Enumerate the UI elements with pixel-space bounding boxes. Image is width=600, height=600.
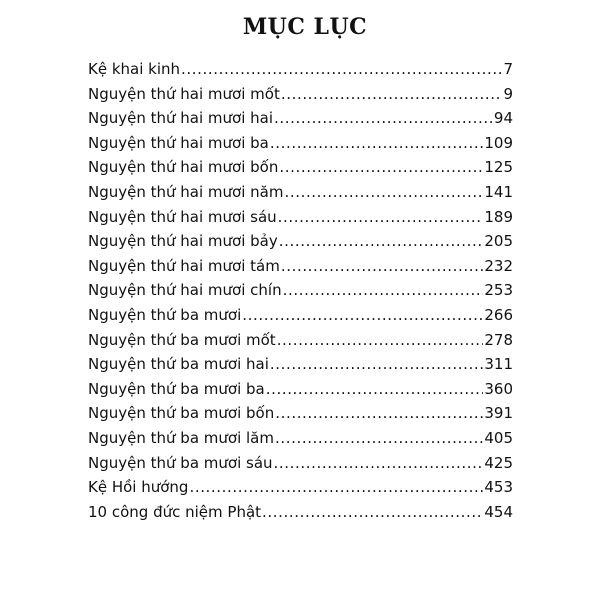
toc-entry-page-number: 425 — [484, 453, 513, 472]
toc-entry — [88, 475, 513, 500]
toc-entry-page-number: 266 — [484, 305, 513, 324]
toc-entry-label: Nguyện thứ hai mươi hai — [88, 109, 274, 128]
toc-entry-page-number: 109 — [484, 133, 513, 152]
toc-entry — [88, 57, 513, 82]
page-title: MỤC LỤC — [242, 14, 368, 40]
dot-leader — [278, 205, 484, 230]
toc-entry-label: Nguyện thứ hai mươi bốn — [88, 158, 279, 177]
dot-leader — [279, 229, 484, 254]
toc-entry-page-number: 9 — [503, 84, 513, 103]
dot-leader — [281, 82, 503, 107]
toc-entry-label: Nguyện thứ hai mươi mốt — [88, 84, 280, 103]
dot-leader — [275, 401, 483, 426]
toc-entry — [88, 155, 513, 180]
toc-entry-label: Nguyện thứ ba mươi lăm — [88, 428, 274, 447]
toc-entry — [88, 180, 513, 205]
dot-leader — [275, 426, 483, 451]
dot-leader — [262, 500, 483, 525]
toc-entry — [88, 451, 513, 476]
toc-entry — [88, 352, 513, 377]
toc-entry-page-number: 453 — [484, 478, 513, 497]
toc-entry-label: Nguyện thứ ba mươi sáu — [88, 453, 273, 472]
dot-leader — [189, 475, 483, 500]
toc-entry — [88, 377, 513, 402]
dot-leader — [277, 328, 484, 353]
dot-leader — [242, 303, 483, 328]
toc-entry-page-number: 94 — [493, 109, 513, 128]
toc-entry — [88, 500, 513, 525]
toc-entry — [88, 82, 513, 107]
toc-entry — [88, 426, 513, 451]
toc-entry-label: Kệ Hồi hướng — [88, 478, 189, 497]
toc-entry — [88, 229, 513, 254]
dot-leader — [279, 155, 483, 180]
toc-entry — [88, 106, 513, 131]
dot-leader — [281, 254, 484, 279]
dot-leader — [181, 57, 502, 82]
dot-leader — [274, 106, 493, 131]
toc-entry-page-number: 205 — [484, 232, 513, 251]
toc-entry-label: Nguyện thứ hai mươi ba — [88, 133, 269, 152]
toc-entry-page-number: 253 — [484, 281, 513, 300]
toc-entry-page-number: 232 — [484, 256, 513, 275]
toc-entry-page-number: 391 — [484, 404, 513, 423]
dot-leader — [270, 131, 483, 156]
toc-entry — [88, 131, 513, 156]
toc-entry-label: 10 công đức niệm Phật — [88, 502, 262, 521]
toc-entry — [88, 254, 513, 279]
toc-entry — [88, 303, 513, 328]
toc-entry — [88, 278, 513, 303]
toc-entry-page-number: 405 — [484, 428, 513, 447]
toc-entry-page-number: 311 — [484, 355, 513, 374]
toc-entry-page-number: 278 — [484, 330, 513, 349]
toc-entry-label: Nguyện thứ hai mươi năm — [88, 182, 284, 201]
toc-entry-label: Nguyện thứ hai mươi tám — [88, 256, 280, 275]
table-of-contents — [88, 57, 513, 524]
toc-entry-label: Nguyện thứ hai mươi bảy — [88, 232, 278, 251]
toc-entry — [88, 401, 513, 426]
toc-entry-label: Nguyện thứ hai mươi sáu — [88, 207, 277, 226]
toc-entry — [88, 328, 513, 353]
toc-entry-label: Nguyện thứ ba mươi ba — [88, 379, 265, 398]
toc-entry — [88, 205, 513, 230]
toc-entry-page-number: 189 — [484, 207, 513, 226]
toc-entry-label: Nguyện thứ ba mươi bốn — [88, 404, 275, 423]
toc-entry-label: Nguyện thứ ba mươi — [88, 305, 242, 324]
toc-entry-label: Kệ khai kinh — [88, 60, 181, 78]
dot-leader — [284, 180, 483, 205]
toc-entry-label: Nguyện thứ hai mươi chín — [88, 281, 282, 300]
toc-entry-page-number: 454 — [484, 502, 513, 521]
toc-entry-page-number: 360 — [484, 379, 513, 398]
toc-entry-page-number: 125 — [484, 158, 513, 177]
dot-leader — [270, 352, 483, 377]
dot-leader — [274, 451, 484, 476]
toc-entry-label: Nguyện thứ ba mươi hai — [88, 355, 269, 374]
toc-entry-page-number: 141 — [484, 182, 513, 201]
toc-entry-label: Nguyện thứ ba mươi mốt — [88, 330, 276, 349]
dot-leader — [266, 377, 484, 402]
toc-entry-page-number: 7 — [503, 60, 513, 78]
dot-leader — [283, 278, 484, 303]
